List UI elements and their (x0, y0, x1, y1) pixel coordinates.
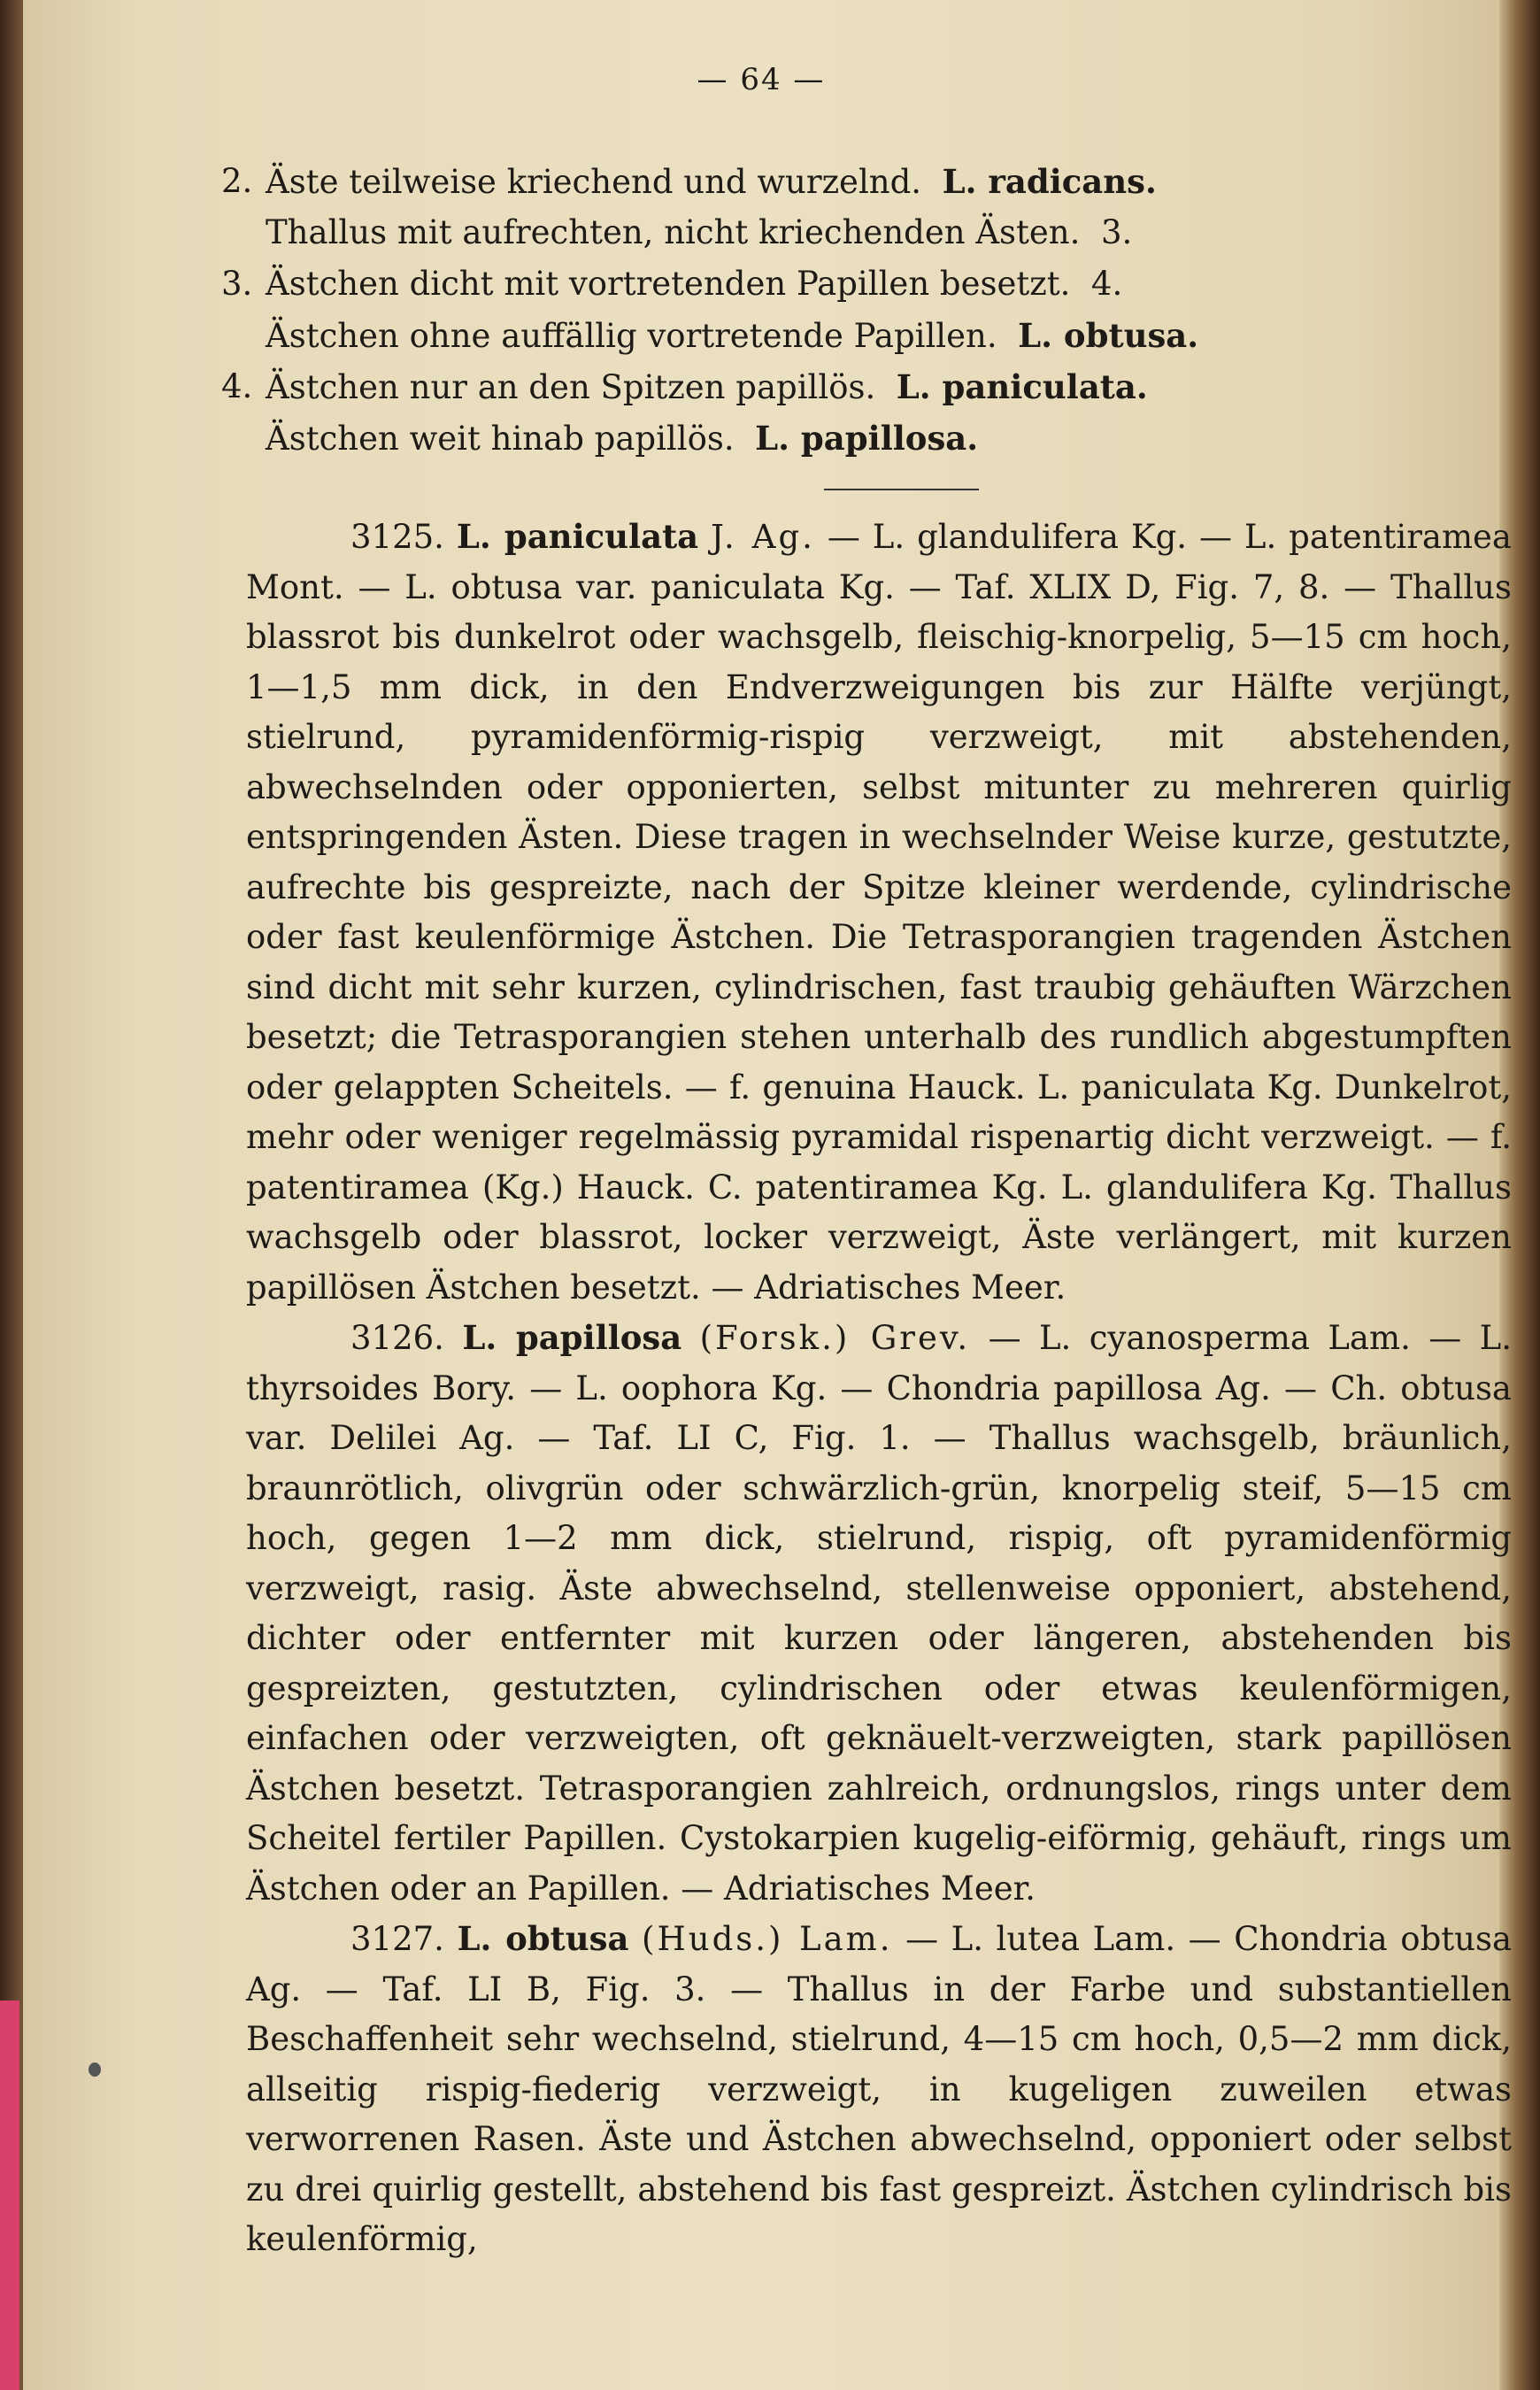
key-line (221, 412, 1266, 464)
species-entry (246, 1313, 1512, 1914)
key-line (221, 258, 1266, 310)
key-result: L. papillosa. (755, 419, 979, 458)
entry-text: — L. lutea Lam. — Chondria obtusa Ag. — Taf. LI B, Fig. 3. — Thallus in der Farbe und substantiellen Beschaffenheit sehr wechselnd, stielrund, 4—15 cm hoch, 0,5—2 mm dick, allseitig rispig-fiederig verzweigt, in kugeligen zuweilen etwas verworrenen Rasen. Äste und Ästchen abwechselnd, opponiert oder selbst zu drei quirlig gestellt, abstehend bis fast gespreizt. Ästchen cylindrisch bis keulenförmig, (246, 1920, 1513, 2258)
entry-text: — L. cyanosperma Lam. — L. thyrsoides Bory. — L. oophora Kg. — Chondria papillosa Ag. — Ch. obtusa var. Delilei Ag. — Taf. LI C, Fig. 1. — Thallus wachsgelb, bräunlich, braunrötlich, olivgrün oder schwärzlich-grün, knorpelig steif, 5—15 cm hoch, gegen 1—2 mm dick, stielrund, rispig, oft pyramidenförmig verzweigt, rasig. Äste abwechselnd, stellenweise opponiert, abstehend, dichter oder entfernter mit kurzen oder längeren, abstehenden bis gespreizten, gestutzten, cylindrischen oder etwas keulenförmigen, einfachen oder verzweigten, oft geknäuelt-verzweigten, stark papillösen Ästchen besetzt. Tetrasporangien zahlreich, ordnungslos, rings unter dem Scheitel fertiler Papillen. Cystokarpien kugelig-eiförmig, gehäuft, rings um Ästchen oder an Papillen. — Adriatisches Meer. (246, 1319, 1513, 1908)
page-number: — 64 — (697, 62, 826, 97)
key-step-number: 3. (221, 265, 253, 303)
species-name: L. papillosa (462, 1318, 682, 1357)
key-text: Ästchen dicht mit vortretenden Papillen besetzt. 4. (266, 265, 1123, 303)
species-entry (246, 1914, 1512, 2265)
key-text: Ästchen ohne auffällig vortretende Papillen. L. obtusa. (266, 316, 1199, 355)
key-text: Äste teilweise kriechend und wurzelnd. L. radicans. (266, 162, 1157, 201)
species-descriptions (246, 512, 1512, 2265)
ink-spot (89, 2062, 101, 2077)
entry-number: 3127. (350, 1920, 444, 1958)
key-result: L. radicans. (942, 162, 1157, 201)
entry-number: 3125. (350, 518, 444, 556)
entry-number: 3126. (350, 1319, 444, 1357)
key-line (221, 207, 1266, 258)
book-page (23, 0, 1513, 2390)
key-text: Ästchen nur an den Spitzen papillös. L. paniculata. (266, 367, 1148, 406)
key-result: 3. (1100, 213, 1133, 251)
species-name: L. paniculata (456, 517, 699, 556)
species-author: J. Ag. (711, 518, 815, 556)
identification-key (221, 156, 1266, 464)
species-name: L. obtusa (457, 1919, 629, 1958)
entry-text: — L. glandulifera Kg. — L. patentiramea Mont. — L. obtusa var. paniculata Kg. — Taf. XLIX D, Fig. 7, 8. — Thallus blassrot bis dunkelrot oder wachsgelb, fleischig-knorpelig, 5—15 cm hoch, 1—1,5 mm dick, in den Endverzweigungen bis zur Hälfte verjüngt, stielrund, pyramidenförmig-rispig verzweigt, mit abstehenden, abwechselnden oder opponierten, selbst mitunter zu mehreren quirlig entspringenden Ästen. Diese tragen in wechselnder Weise kurze, gestutzte, aufrechte bis gespreizte, nach der Spitze kleiner werdende, cylindrische oder fast keulenförmige Ästchen. Die Tetrasporangien tragenden Ästchen sind dicht mit sehr kurzen, cylindrischen, fast traubig gehäuften Wärzchen besetzt; die Tetrasporangien stehen unterhalb des rundlich abgestumpften oder gelappten Scheitels. — f. genuina Hauck. L. paniculata Kg. Dunkelrot, mehr oder weniger regelmässig pyramidal rispenartig dicht verzweigt. — f. patentiramea (Kg.) Hauck. C. patentiramea Kg. L. glandulifera Kg. Thallus wachsgelb oder blassrot, locker verzweigt, Äste verlängert, mit kurzen papillösen Ästchen besetzt. — Adriatisches Meer. (246, 518, 1512, 1307)
key-result: L. paniculata. (896, 367, 1148, 406)
species-author: (Forsk.) Grev. (699, 1319, 971, 1357)
key-text: Thallus mit aufrechten, nicht kriechenden Ästen. 3. (266, 213, 1133, 251)
key-text: Ästchen weit hinab papillös. L. papillosa. (266, 419, 979, 458)
species-entry (246, 512, 1512, 1313)
key-line (221, 361, 1266, 412)
key-line (221, 310, 1266, 361)
section-divider (824, 489, 979, 490)
key-result: 4. (1090, 265, 1123, 303)
red-page-marker (0, 2001, 19, 2390)
key-step-number: 4. (221, 367, 253, 405)
key-line (221, 156, 1266, 207)
key-step-number: 2. (221, 162, 253, 200)
species-author: (Huds.) Lam. (642, 1920, 893, 1958)
key-result: L. obtusa. (1018, 316, 1199, 355)
